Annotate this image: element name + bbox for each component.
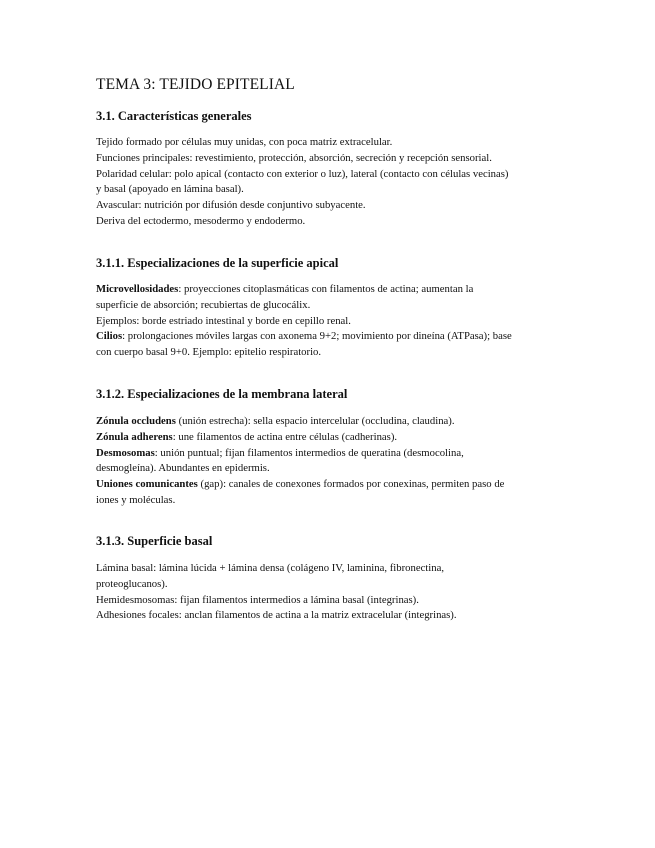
section-heading-3-1: 3.1. Características generales bbox=[96, 109, 252, 123]
term-microvellosidades: Microvellosidades bbox=[96, 283, 179, 295]
term-cilios: Cilios bbox=[96, 330, 123, 343]
definition-line bbox=[96, 414, 558, 430]
definition-line bbox=[96, 329, 558, 345]
definition-line bbox=[96, 446, 558, 462]
section-body-3-1-3 bbox=[96, 561, 558, 624]
term-zonula-adherens: Zónula adherens bbox=[96, 430, 173, 443]
term-uniones-comunicantes: Uniones comunicantes bbox=[96, 478, 198, 491]
paragraph-line: Lámina basal: lámina lúcida + lámina densa (colágeno IV, laminina, fibronectina, bbox=[96, 562, 445, 574]
section-heading-3-1-3: 3.1.3. Superficie basal bbox=[96, 534, 213, 548]
definition-continuation: desmogleína). Abundantes en epidermis. bbox=[96, 462, 270, 475]
paragraph-line: Adhesiones focales: anclan filamentos de actina a la matriz extracelular (integrinas). bbox=[96, 609, 457, 622]
paragraph-line: y basal (apoyado en lámina basal). bbox=[96, 183, 244, 196]
paragraph-line: Deriva del ectodermo, mesodermo y endodermo. bbox=[96, 214, 306, 227]
definition-continuation: superficie de absorción; recubiertas de glucocálix. bbox=[96, 298, 311, 311]
section-body-3-1 bbox=[96, 135, 558, 230]
definition-text: : unión puntual; fijan filamentos intermedios de queratina (desmocolina, bbox=[154, 446, 464, 459]
definition-text: : proyecciones citoplasmáticas con filamentos de actina; aumentan la bbox=[178, 283, 474, 295]
definition-line bbox=[96, 477, 558, 493]
page-title: TEMA 3: TEJIDO EPITELIAL bbox=[96, 76, 295, 93]
paragraph-line: Funciones principales: revestimiento, protección, absorción, secreción y recepción sensorial. bbox=[96, 151, 492, 164]
term-zonula-occludens: Zónula occludens bbox=[96, 415, 176, 427]
definition-line bbox=[96, 430, 558, 446]
definition-text: : une filamentos de actina entre células (cadherinas). bbox=[172, 430, 398, 443]
term-desmosomas: Desmosomas bbox=[96, 446, 155, 459]
section-heading-3-1-2: 3.1.2. Especializaciones de la membrana lateral bbox=[96, 387, 348, 401]
definition-text: (unión estrecha): sella espacio intercelular (occludina, claudina). bbox=[175, 415, 455, 427]
paragraph-line: Avascular: nutrición por difusión desde conjuntivo subyacente. bbox=[96, 199, 366, 212]
section-body-3-1-2 bbox=[96, 414, 558, 509]
definition-line bbox=[96, 282, 558, 298]
paragraph-line: Polaridad celular: polo apical (contacto con exterior o luz), lateral (contacto con células vecinas) bbox=[96, 167, 509, 180]
paragraph-line: proteoglucanos). bbox=[96, 577, 168, 590]
definition-text: : prolongaciones móviles largas con axonema 9+2; movimiento por dineína (ATPasa); base bbox=[122, 330, 512, 343]
section-body-3-1-1 bbox=[96, 282, 558, 361]
paragraph-line: Tejido formado por células muy unidas, con poca matriz extracelular. bbox=[96, 136, 393, 148]
definition-continuation: con cuerpo basal 9+0. Ejemplo: epitelio respiratorio. bbox=[96, 346, 322, 359]
paragraph-line: Ejemplos: borde estriado intestinal y borde en cepillo renal. bbox=[96, 314, 351, 327]
definition-continuation: iones y moléculas. bbox=[96, 493, 176, 506]
paragraph-line: Hemidesmosomas: fijan filamentos intermedios a lámina basal (integrinas). bbox=[96, 593, 419, 606]
definition-text: (gap): canales de conexones formados por conexinas, permiten paso de bbox=[197, 478, 505, 491]
section-heading-3-1-1: 3.1.1. Especializaciones de la superficie apical bbox=[96, 256, 339, 270]
